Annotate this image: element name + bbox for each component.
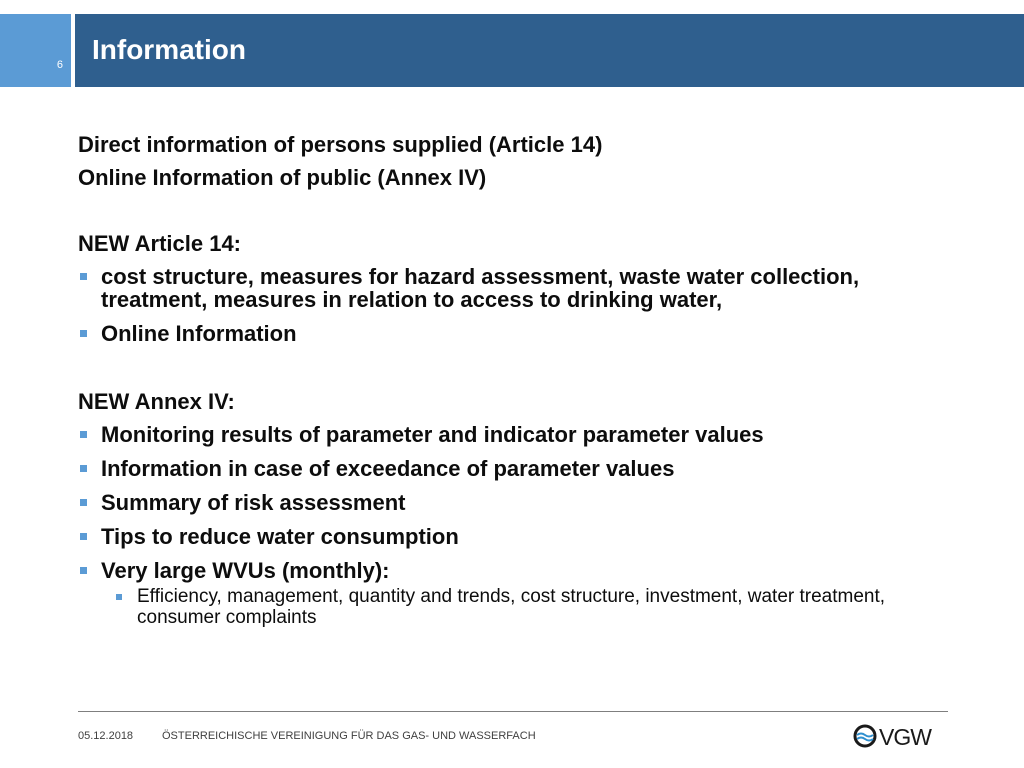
- article-14-bullet: cost structure, measures for hazard assessment, waste water collection, treatment, measures in relation to access to drinking water,: [78, 265, 958, 311]
- annex-iv-sub-bullet: Efficiency, management, quantity and trends, cost structure, investment, water treatment, consumer complaints: [78, 587, 958, 629]
- info-line-annex-iv: Online Information of public (Annex IV): [78, 165, 487, 191]
- annex-iv-heading: NEW Annex IV:: [78, 388, 235, 414]
- footer-organization: ÖSTERREICHISCHE VEREINIGUNG FÜR DAS GAS- UND WASSERFACH: [162, 730, 536, 742]
- annex-iv-bullet-list: [78, 423, 958, 582]
- annex-iv-sub-bullet-list: [78, 587, 958, 629]
- spacer: [78, 199, 958, 232]
- slide-content: [78, 133, 958, 629]
- annex-iv-bullet: Information in case of exceedance of parameter values: [78, 457, 958, 480]
- annex-iv-bullet: Monitoring results of parameter and indicator parameter values: [78, 423, 958, 446]
- article-14-bullet-list: [78, 265, 958, 345]
- footer-divider: [78, 711, 948, 712]
- article-14-heading: NEW Article 14:: [78, 231, 242, 257]
- slide-title: Information: [92, 34, 246, 65]
- annex-iv-bullet: Summary of risk assessment: [78, 491, 958, 514]
- article-14-bullet: Online Information: [78, 322, 958, 345]
- annex-iv-bullet: Very large WVUs (monthly):: [78, 559, 958, 582]
- footer-date: 05.12.2018: [78, 730, 134, 742]
- spacer: [78, 357, 958, 390]
- svg-text:VGW: VGW: [879, 724, 931, 750]
- info-line-article-14: Direct information of persons supplied (Article 14): [78, 132, 603, 157]
- ovgw-logo-icon: [852, 722, 948, 750]
- slide-number: 6: [56, 58, 63, 71]
- annex-iv-bullet: Tips to reduce water consumption: [78, 525, 958, 548]
